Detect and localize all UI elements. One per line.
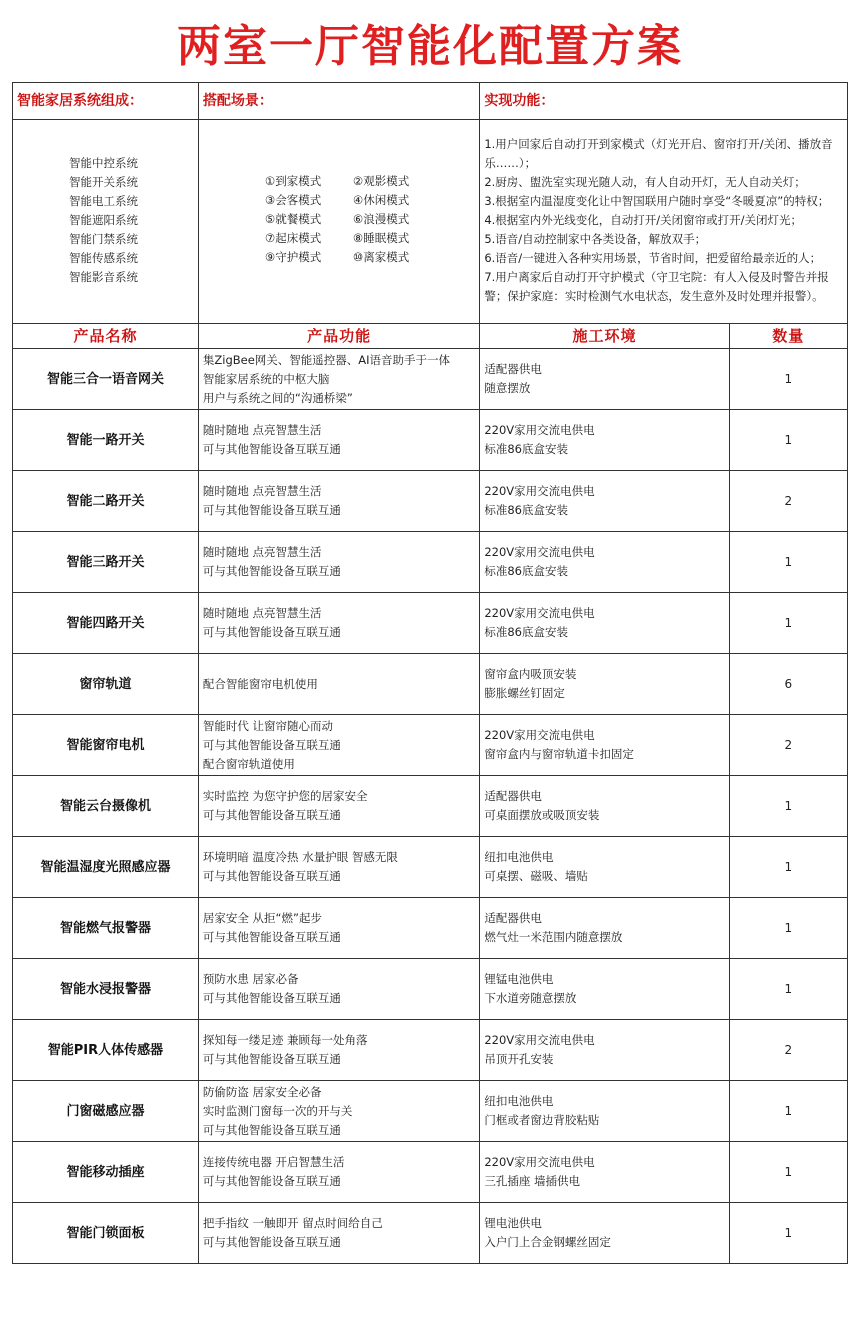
function-line: 智能家居系统的中枢大脑 <box>202 371 330 386</box>
product-environment <box>480 593 729 654</box>
scene-item: ④休闲模式 <box>352 193 410 207</box>
scene-item: ⑤就餐模式 <box>264 212 322 226</box>
environment-line: 三孔插座 墙插供电 <box>484 1174 580 1188</box>
product-quantity: 1 <box>729 532 847 593</box>
config-table <box>12 82 848 1264</box>
feature-item: 3.根据室内温湿度变化让中智国联用户随时享受“冬暖夏凉”的特权； <box>484 194 830 208</box>
product-environment <box>480 837 729 898</box>
table-row <box>13 349 848 410</box>
function-line: 集ZigBee网关、智能遥控器、AI语音助手于一体 <box>202 352 451 367</box>
environment-line: 标准86底盒安装 <box>484 625 568 639</box>
scene-item: ⑧睡眠模式 <box>352 231 410 245</box>
product-name: 智能移动插座 <box>13 1142 199 1203</box>
table-row <box>13 1020 848 1081</box>
function-line: 随时随地 点亮智慧生活 <box>202 423 322 437</box>
function-line: 可与其他智能设备互联互通 <box>202 991 341 1005</box>
function-line: 探知每一缕足迹 兼顾每一处角落 <box>202 1033 368 1047</box>
function-line: 随时随地 点亮智慧生活 <box>202 484 322 498</box>
feature-item: 5.语音/自动控制家中各类设备，解放双手； <box>484 232 707 246</box>
product-environment <box>480 776 729 837</box>
function-line: 防偷防盗 居家安全必备 <box>202 1084 322 1099</box>
product-name: 智能二路开关 <box>13 471 199 532</box>
environment-line: 燃气灶一米范围内随意摆放 <box>484 930 623 944</box>
function-line: 可与其他智能设备互联互通 <box>202 737 341 752</box>
scenes-cell <box>198 120 479 324</box>
environment-line: 入户门上合金钢螺丝固定 <box>484 1235 611 1249</box>
scenes-list <box>203 120 475 267</box>
function-line: 实时监测门窗每一次的开与关 <box>202 1103 353 1118</box>
product-function <box>198 1142 479 1203</box>
product-environment <box>480 959 729 1020</box>
table-row <box>13 593 848 654</box>
scene-item: ③会客模式 <box>264 193 322 207</box>
table-row <box>13 654 848 715</box>
function-line: 配合窗帘轨道使用 <box>202 756 295 771</box>
product-quantity: 1 <box>729 898 847 959</box>
function-line: 预防水患 居家必备 <box>202 972 299 986</box>
function-line: 居家安全 从拒“燃”起步 <box>202 911 322 925</box>
function-line: 可与其他智能设备互联互通 <box>202 930 341 944</box>
table-row <box>13 532 848 593</box>
product-function <box>198 349 479 410</box>
product-function <box>198 837 479 898</box>
table-row <box>13 410 848 471</box>
product-environment <box>480 471 729 532</box>
function-line: 随时随地 点亮智慧生活 <box>202 606 322 620</box>
feature-item: 2.厨房、盥洗室实现光随人动，有人自动开灯，无人自动关灯； <box>484 175 806 189</box>
product-environment <box>480 1081 729 1142</box>
function-line: 可与其他智能设备互联互通 <box>202 869 341 883</box>
product-function <box>198 776 479 837</box>
product-name: 智能燃气报警器 <box>13 898 199 959</box>
product-name: 智能门锁面板 <box>13 1203 199 1264</box>
environment-line: 220V家用交流电供电 <box>484 606 595 620</box>
table-row <box>13 1142 848 1203</box>
environment-line: 标准86底盒安装 <box>484 442 568 456</box>
product-quantity: 1 <box>729 837 847 898</box>
environment-line: 可桌面摆放或吸顶安装 <box>484 808 600 822</box>
environment-line: 门框或者窗边背胶粘贴 <box>484 1113 600 1127</box>
function-line: 可与其他智能设备互联互通 <box>202 625 341 639</box>
product-name: 智能窗帘电机 <box>13 715 199 776</box>
system-item: 智能传感系统 <box>69 251 138 265</box>
product-function <box>198 532 479 593</box>
table-row <box>13 471 848 532</box>
features-cell <box>480 120 848 324</box>
product-environment <box>480 1020 729 1081</box>
product-quantity: 1 <box>729 1142 847 1203</box>
function-line: 可与其他智能设备互联互通 <box>202 442 341 456</box>
product-environment <box>480 410 729 471</box>
system-item: 智能中控系统 <box>69 156 138 170</box>
feature-item: 7.用户离家后自动打开守护模式（守卫宅院：有人入侵及时警告并报警；保护家庭：实时检测气水电状态，发生意外及时处理并报警）。 <box>484 270 829 303</box>
product-name: 窗帘轨道 <box>13 654 199 715</box>
function-line: 可与其他智能设备互联互通 <box>202 1235 341 1249</box>
scene-item: ②观影模式 <box>352 174 410 188</box>
product-function <box>198 1081 479 1142</box>
product-name: 智能三合一语音网关 <box>13 349 199 410</box>
product-environment <box>480 532 729 593</box>
environment-line: 纽扣电池供电 <box>484 850 554 864</box>
product-environment <box>480 1203 729 1264</box>
table-row <box>13 837 848 898</box>
table-row <box>13 776 848 837</box>
environment-line: 标准86底盒安装 <box>484 503 568 517</box>
product-name: 智能云台摄像机 <box>13 776 199 837</box>
scenes-header: 搭配场景： <box>198 83 479 120</box>
column-header-quantity: 数量 <box>729 324 847 349</box>
environment-line: 锂电池供电 <box>484 1216 542 1230</box>
product-quantity: 1 <box>729 1081 847 1142</box>
feature-item: 6.语音/一键进入各种实用场景，节省时间，把爱留给最亲近的人； <box>484 251 822 265</box>
function-line: 可与其他智能设备互联互通 <box>202 503 341 517</box>
product-function <box>198 471 479 532</box>
environment-line: 220V家用交流电供电 <box>484 423 595 437</box>
product-name: 智能一路开关 <box>13 410 199 471</box>
product-name: 智能PIR人体传感器 <box>13 1020 199 1081</box>
scene-item: ⑥浪漫模式 <box>352 212 410 226</box>
product-name: 智能四路开关 <box>13 593 199 654</box>
product-function <box>198 410 479 471</box>
product-environment <box>480 654 729 715</box>
system-item: 智能遮阳系统 <box>69 213 138 227</box>
system-item: 智能门禁系统 <box>69 232 138 246</box>
function-line: 可与其他智能设备互联互通 <box>202 1174 341 1188</box>
column-header-environment: 施工环境 <box>480 324 729 349</box>
function-line: 智能时代 让窗帘随心而动 <box>202 718 334 733</box>
system-item: 智能开关系统 <box>69 175 138 189</box>
product-quantity: 1 <box>729 776 847 837</box>
product-function <box>198 1203 479 1264</box>
product-environment <box>480 1142 729 1203</box>
product-environment <box>480 715 729 776</box>
environment-line: 适配器供电 <box>484 789 542 803</box>
environment-line: 纽扣电池供电 <box>484 1094 554 1108</box>
systems-list <box>17 120 194 287</box>
function-line: 可与其他智能设备互联互通 <box>202 1122 341 1137</box>
scene-item: ⑨守护模式 <box>264 250 322 264</box>
scene-item: ⑩离家模式 <box>352 250 410 264</box>
system-item: 智能电工系统 <box>69 194 138 208</box>
environment-line: 可桌摆、磁吸、墙贴 <box>484 869 588 883</box>
product-function <box>198 654 479 715</box>
table-row <box>13 959 848 1020</box>
product-name: 智能三路开关 <box>13 532 199 593</box>
environment-line: 220V家用交流电供电 <box>484 484 595 498</box>
product-quantity: 1 <box>729 349 847 410</box>
environment-line: 窗帘盒内吸顶安装 <box>484 667 577 681</box>
function-line: 环境明暗 温度冷热 水量护眼 智感无限 <box>202 850 398 864</box>
environment-line: 下水道旁随意摆放 <box>484 991 577 1005</box>
product-name: 智能温湿度光照感应器 <box>13 837 199 898</box>
environment-line: 膨胀螺丝钉固定 <box>484 686 565 700</box>
product-name: 智能水浸报警器 <box>13 959 199 1020</box>
environment-line: 随意摆放 <box>484 381 531 395</box>
systems-cell <box>13 120 199 324</box>
product-quantity: 1 <box>729 410 847 471</box>
product-quantity: 2 <box>729 715 847 776</box>
environment-line: 锂锰电池供电 <box>484 972 554 986</box>
environment-line: 220V家用交流电供电 <box>484 545 595 559</box>
environment-line: 适配器供电 <box>484 911 542 925</box>
product-environment <box>480 898 729 959</box>
product-environment <box>480 349 729 410</box>
features-list <box>484 120 843 306</box>
page-title: 两室一厅智能化配置方案 <box>177 21 683 72</box>
product-quantity: 6 <box>729 654 847 715</box>
product-quantity: 2 <box>729 1020 847 1081</box>
environment-line: 吊顶开孔安装 <box>484 1052 554 1066</box>
features-header: 实现功能： <box>480 83 848 120</box>
scene-item: ⑦起床模式 <box>264 231 322 245</box>
product-function <box>198 898 479 959</box>
feature-item: 1.用户回家后自动打开到家模式（灯光开启、窗帘打开/关闭、播放音乐……）； <box>484 137 833 170</box>
function-line: 可与其他智能设备互联互通 <box>202 564 341 578</box>
product-function <box>198 715 479 776</box>
function-line: 随时随地 点亮智慧生活 <box>202 545 322 559</box>
column-header-function: 产品功能 <box>198 324 479 349</box>
function-line: 连接传统电器 开启智慧生活 <box>202 1155 345 1169</box>
environment-line: 适配器供电 <box>484 362 542 376</box>
product-quantity: 1 <box>729 1203 847 1264</box>
systems-header: 智能家居系统组成： <box>13 83 199 120</box>
function-line: 配合智能窗帘电机使用 <box>202 676 318 691</box>
column-header-name: 产品名称 <box>13 324 199 349</box>
environment-line: 标准86底盒安装 <box>484 564 568 578</box>
environment-line: 220V家用交流电供电 <box>484 1033 595 1047</box>
table-row <box>13 898 848 959</box>
system-item: 智能影音系统 <box>69 270 138 284</box>
function-line: 把手指纹 一触即开 留点时间给自己 <box>202 1216 383 1230</box>
product-quantity: 1 <box>729 959 847 1020</box>
product-quantity: 1 <box>729 593 847 654</box>
table-row <box>13 1081 848 1142</box>
product-function <box>198 593 479 654</box>
function-line: 可与其他智能设备互联互通 <box>202 808 341 822</box>
environment-line: 220V家用交流电供电 <box>484 728 595 742</box>
product-function <box>198 1020 479 1081</box>
table-row <box>13 715 848 776</box>
environment-line: 220V家用交流电供电 <box>484 1155 595 1169</box>
product-name: 门窗磁感应器 <box>13 1081 199 1142</box>
function-line: 实时监控 为您守护您的居家安全 <box>202 789 368 803</box>
table-row <box>13 1203 848 1264</box>
product-function <box>198 959 479 1020</box>
product-quantity: 2 <box>729 471 847 532</box>
environment-line: 窗帘盒内与窗帘轨道卡扣固定 <box>484 747 634 761</box>
function-line: 可与其他智能设备互联互通 <box>202 1052 341 1066</box>
scene-item: ①到家模式 <box>264 174 322 188</box>
function-line: 用户与系统之间的“沟通桥梁” <box>202 390 353 405</box>
feature-item: 4.根据室内外光线变化，自动打开/关闭窗帘或打开/关闭灯光； <box>484 213 803 227</box>
